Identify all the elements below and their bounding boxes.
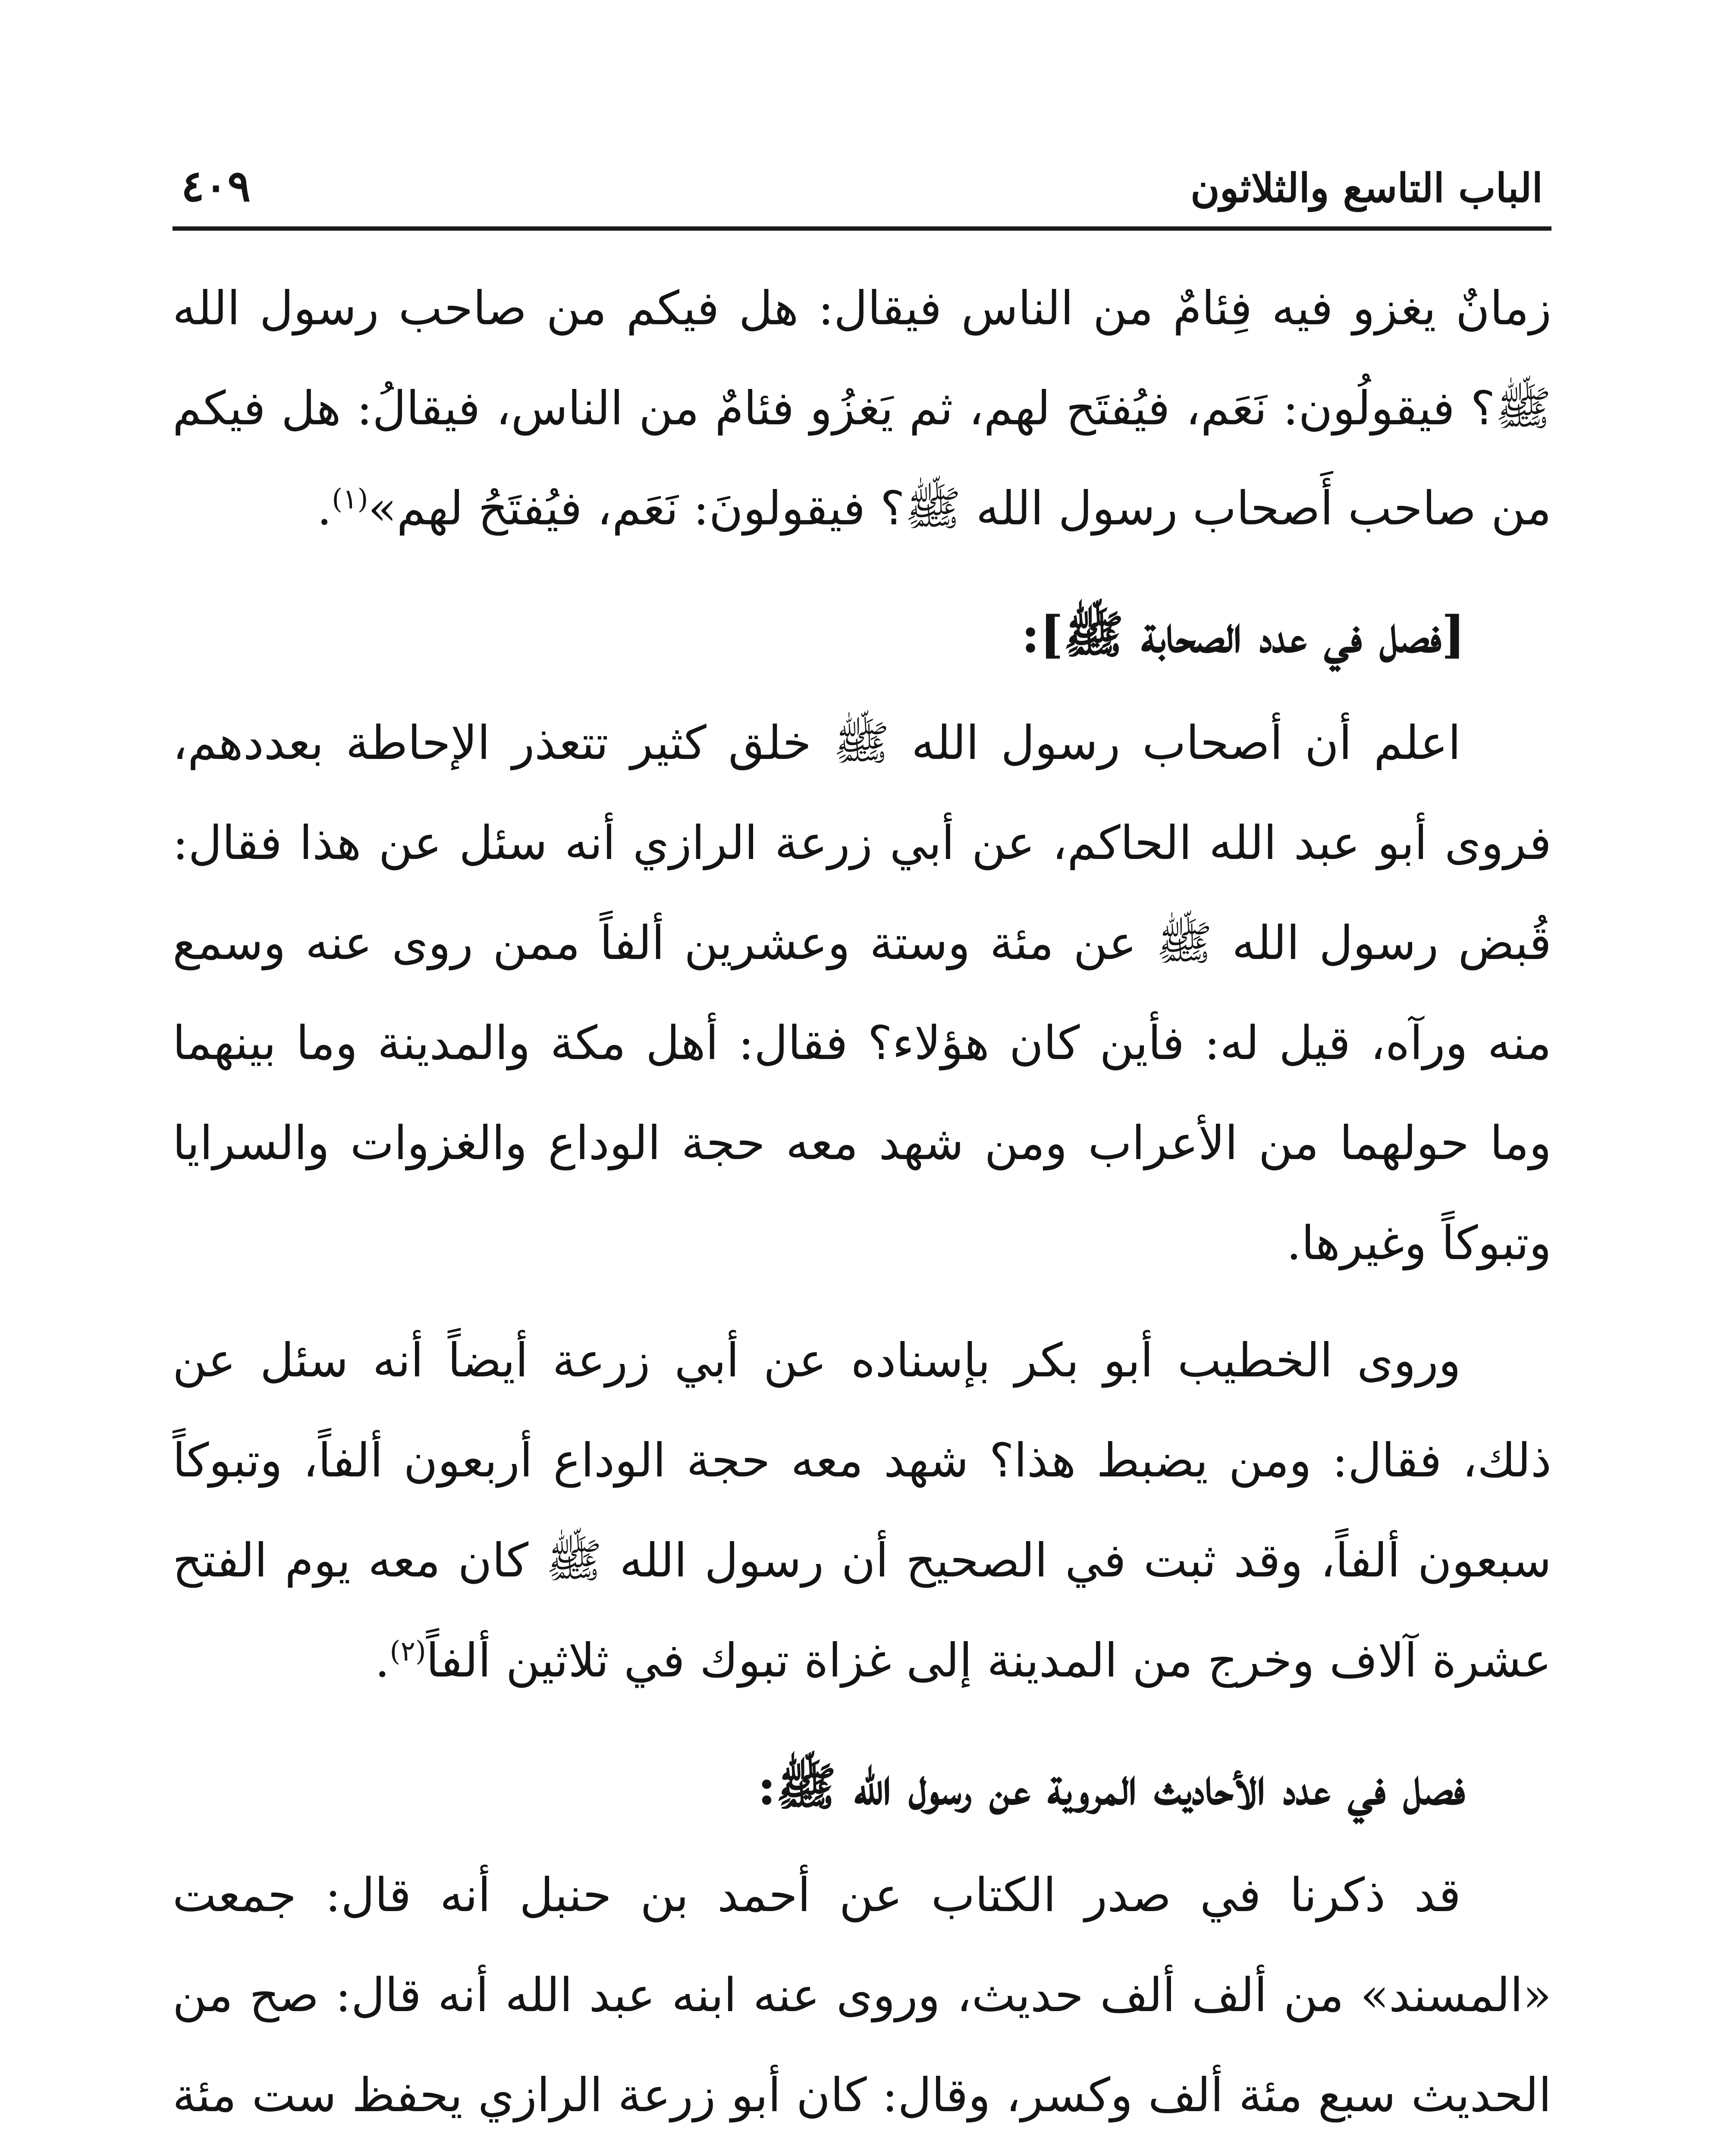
paragraph-companions-count: اعلم أن أصحاب رسول الله ﷺ خلق كثير تتعذر الإحاطة بعددهم، فروى أبو عبد الله الحاكم، عن أبي زرعة الرازي أنه سئل عن هذا فقال: قُبض رسول الله ﷺ عن مئة وستة وعشرين ألفاً ممن روى عنه وسمع منه ورآه، قيل له: فأين كان هؤلاء؟ فقال: أهل مكة والمدينة وما بينهما وما حولهما من الأعراب ومن شهد معه حجة الوداع والغزوات والسرايا وتبوكاً وغيرها. — [173, 716, 1551, 1270]
paragraph-end: . — [375, 1634, 390, 1688]
page-number: ٤٠٩ — [181, 160, 251, 211]
section-heading-hadith-count: فصل في عدد الأحاديث المروية عن رسول الله ﷺ: — [757, 1758, 1465, 1816]
footnote-ref-2[interactable]: (٢) — [389, 1636, 426, 1667]
paragraph-khatib-narration — [173, 1311, 1551, 1711]
header-divider — [173, 226, 1551, 231]
paragraph-ahmad-musnad: قد ذكرنا في صدر الكتاب عن أحمد بن حنبل أنه قال: جمعت «المسند» من ألف ألف حديث، وروى عنه ابنه عبد الله أنه قال: صح من الحديث سبع مئة ألف وكسر، وقال: كان أبو زرعة الرازي يحفظ ست مئة — [173, 1868, 1551, 2122]
chapter-title: الباب التاسع والثلاثون — [1190, 165, 1543, 211]
paragraph-text: زمانٌ يغزو فيه فِئامٌ من الناس فيقال: هل فيكم من صاحب رسول الله ﷺ؟ فيقولُون: نَعَم، فيُفتَح لهم، ثم يَغزُو فئامٌ من الناس، فيقالُ: هل فيكم من صاحب أَصحاب رسول الله ﷺ؟ فيقولونَ: نَعَم، فيُفتَحُ لهم» — [173, 282, 1551, 536]
main-text — [173, 259, 1551, 2156]
paragraph-hadith-continuation — [173, 259, 1551, 559]
section-heading-companions-count: [فصل في عدد الصحابة ﷺ]: — [1021, 605, 1465, 664]
paragraph-text: وروى الخطيب أبو بكر بإسناده عن أبي زرعة أيضاً أنه سئل عن ذلك، فقال: ومن يضبط هذا؟ شهد معه حجة الوداع أربعون ألفاً، وتبوكاً سبعون ألفاً، وقد ثبت في الصحيح أن رسول الله ﷺ كان معه يوم الفتح عشرة آلاف وخرج من المدينة إلى غزاة تبوك في ثلاثين ألفاً — [173, 1334, 1551, 1688]
paragraph-end: . — [317, 482, 332, 536]
footnote-ref-1[interactable]: (١) — [332, 483, 368, 515]
running-header — [181, 147, 1543, 211]
